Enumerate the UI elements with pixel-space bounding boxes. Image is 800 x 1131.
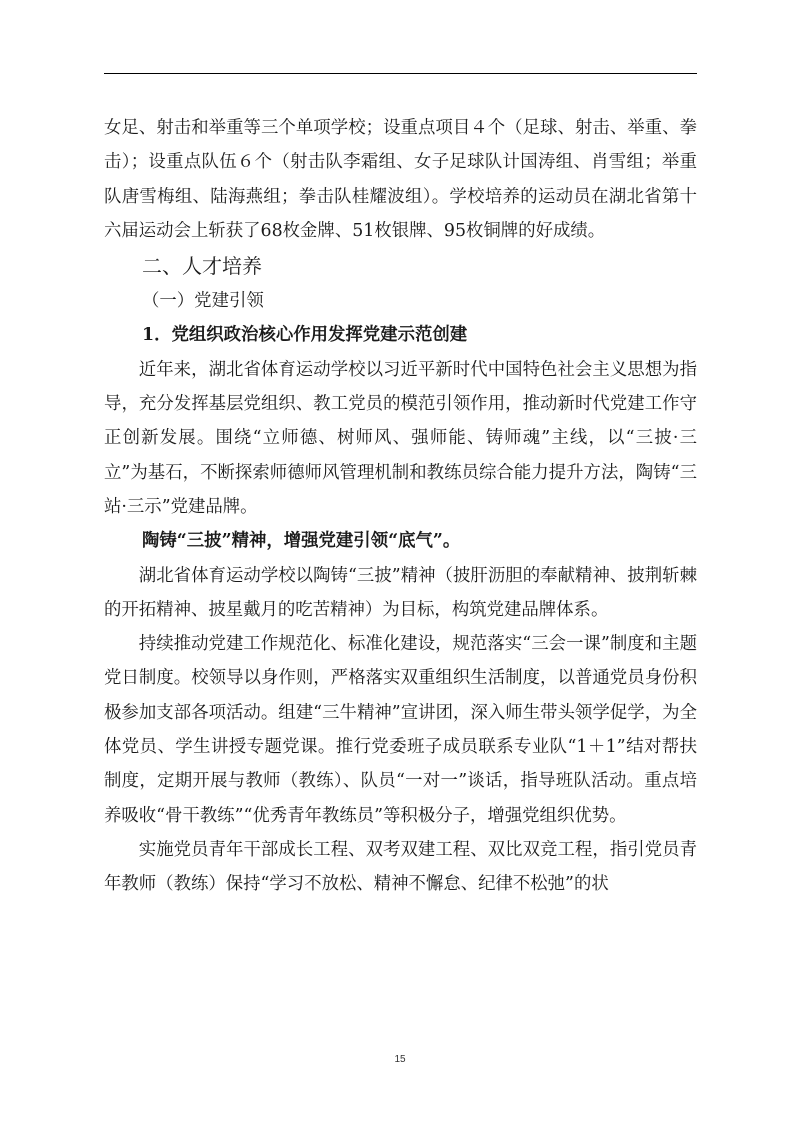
continuation-paragraph: 女足、射击和举重等三个单项学校；设重点项目４个（足球、射击、举重、拳击）；设重点队伍６个（射击队李霜组、女子足球队计国涛组、肖雪组；举重队唐雪梅组、陆海燕组；拳击队桂耀波组）。学校培养的运动员在湖北省第十六届运动会上斩获了68枚金牌、51枚银牌、95枚铜牌的好成绩。 — [104, 118, 697, 241]
header-rule — [104, 73, 697, 74]
document-body — [104, 111, 697, 902]
paragraph-sanpi: 湖北省体育运动学校以陶铸“三披”精神（披肝沥胆的奉献精神、披荆斩棘的开拓精神、披星戴月的吃苦精神）为目标，构筑党建品牌体系。 — [104, 565, 697, 620]
page-number: 15 — [394, 1054, 406, 1065]
bold-heading: 陶铸“三披”精神，增强党建引领“底气”。 — [142, 531, 461, 552]
paragraph-intro: 近年来，湖北省体育运动学校以习近平新时代中国特色社会主义思想为指导，充分发挥基层党组织、教工党员的模范引领作用，推动新时代党建工作守正创新发展。围绕“立师德、树师风、强师能、铸师魂”主线，以“三披·三立”为基石，不断探索师德师风管理机制和教练员综合能力提升方法，陶铸“三站·三示”党建品牌。 — [104, 359, 697, 517]
subsection-heading: （一）党建引领 — [142, 291, 264, 312]
paragraph-youth-cadres: 实施党员青年干部成长工程、双考双建工程、双比双竞工程，指引党员青年教师（教练）保持“学习不放松、精神不懈怠、纪律不松弛”的状 — [104, 839, 697, 895]
item-heading: 1．党组织政治核心作用发挥党建示范创建 — [142, 325, 468, 346]
section-heading: 二、人才培养 — [142, 254, 262, 279]
paragraph-standardization: 持续推动党建工作规范化、标准化建设，规范落实“三会一课”制度和主题党日制度。校领导以身作则，严格落实双重组织生活制度，以普通党员身份积极参加支部各项活动。组建“三牛精神”宣讲团，深入师生带头领学促学，为全体党员、学生讲授专题党课。推行党委班子成员联系专业队“1＋1”结对帮扶制度，定期开展与教师（教练）、队员“一对一”谈话，指导班队活动。重点培养吸收“骨干教练”“优秀青年教练员”等积极分子，增强党组织优势。 — [104, 634, 697, 826]
